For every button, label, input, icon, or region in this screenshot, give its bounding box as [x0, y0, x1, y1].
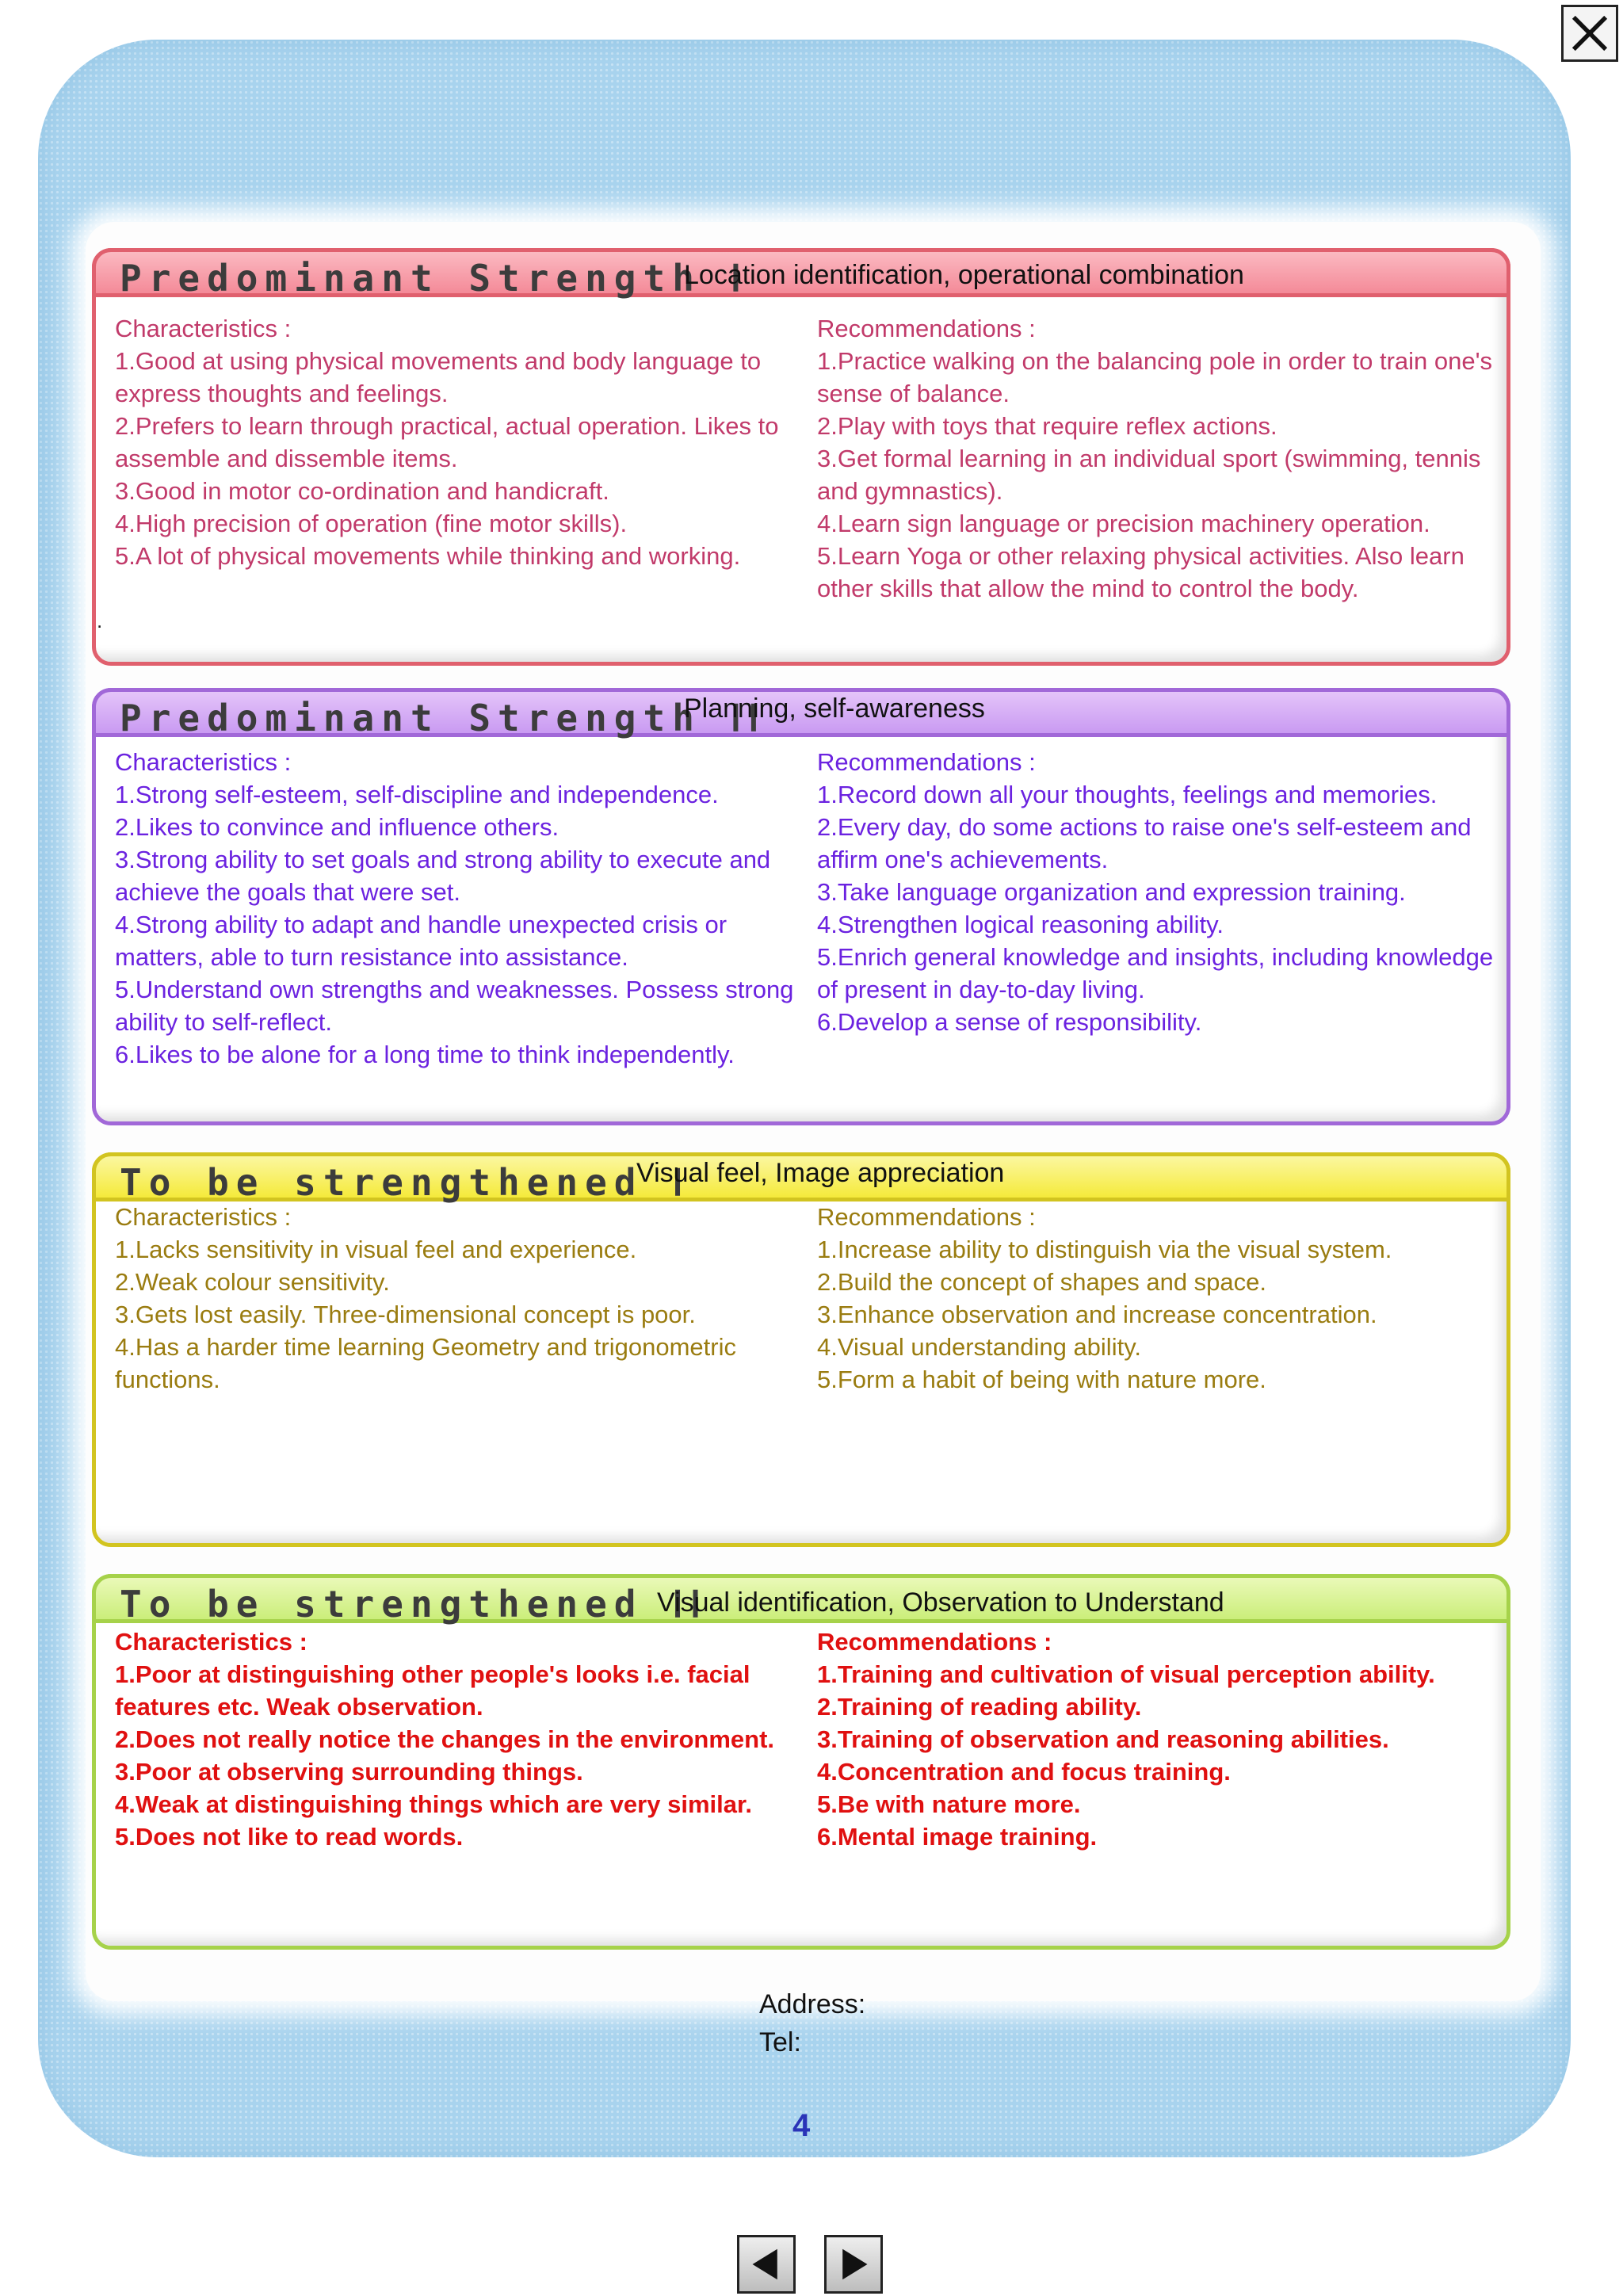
- address-label: Address:: [759, 1989, 866, 2019]
- characteristic-item: 2.Does not really notice the changes in the environment.: [115, 1725, 775, 1753]
- recommendation-item: 6.Mental image training.: [817, 1823, 1098, 1851]
- panel-predominant-strength-1: [92, 248, 1510, 666]
- recommendations-column: [817, 1626, 1507, 1853]
- panel-subtitle: Planning, self-awareness: [684, 693, 985, 724]
- characteristic-item: 6.Likes to be alone for a long time to think independently.: [115, 1041, 735, 1068]
- characteristic-item: 1.Poor at distinguishing other people's looks i.e. facial features etc. Weak observation.: [115, 1660, 750, 1721]
- next-page-button[interactable]: [824, 2235, 883, 2294]
- characteristic-item: 4.Has a harder time learning Geometry and trigonometric functions.: [115, 1333, 736, 1393]
- recommendation-item: 3.Take language organization and expression training.: [817, 878, 1406, 906]
- characteristics-column: [115, 746, 796, 1071]
- recommendation-item: 2.Play with toys that require reflex actions.: [817, 412, 1277, 440]
- recommendation-item: 1.Practice walking on the balancing pole in order to train one's sense of balance.: [817, 347, 1493, 407]
- characteristics-label: Characteristics :: [115, 315, 292, 342]
- recommendations-label: Recommendations :: [817, 315, 1036, 342]
- characteristic-item: 3.Good in motor co-ordination and handicraft.: [115, 477, 609, 505]
- recommendation-item: 2.Every day, do some actions to raise one's self-esteem and affirm one's achievements.: [817, 813, 1472, 873]
- panel-subtitle: Visual feel, Image appreciation: [636, 1158, 1005, 1188]
- panel-title: Predominant Strength ⅠⅠ: [120, 697, 766, 739]
- characteristic-item: 5.Does not like to read words.: [115, 1823, 464, 1851]
- characteristics-column: [115, 312, 796, 572]
- panel-to-be-strengthened-2: [92, 1574, 1510, 1950]
- recommendation-item: 3.Enhance observation and increase concentration.: [817, 1301, 1377, 1328]
- characteristic-item: 2.Likes to convince and influence others.: [115, 813, 559, 841]
- characteristics-column: [115, 1201, 796, 1396]
- close-icon: [1564, 7, 1616, 59]
- next-arrow-icon: [827, 2237, 880, 2291]
- characteristic-item: 4.Strong ability to adapt and handle unexpected crisis or matters, able to turn resistance into assistance.: [115, 911, 727, 971]
- tel-label: Tel:: [759, 2027, 801, 2057]
- recommendation-item: 5.Form a habit of being with nature more.: [817, 1366, 1266, 1393]
- panel-subtitle: Location identification, operational combination: [684, 260, 1244, 290]
- characteristic-item: 1.Lacks sensitivity in visual feel and experience.: [115, 1236, 637, 1263]
- panel-title: To be strengthened ⅠⅠ: [120, 1583, 708, 1626]
- recommendations-label: Recommendations :: [817, 1628, 1052, 1656]
- characteristics-label: Characteristics :: [115, 748, 292, 776]
- recommendation-item: 4.Learn sign language or precision machinery operation.: [817, 510, 1430, 537]
- recommendations-label: Recommendations :: [817, 748, 1036, 776]
- panel-header: [92, 1152, 1510, 1204]
- panel-header: [92, 688, 1510, 737]
- close-button[interactable]: [1561, 5, 1618, 62]
- characteristic-item: 3.Poor at observing surrounding things.: [115, 1758, 583, 1786]
- recommendation-item: 5.Be with nature more.: [817, 1790, 1081, 1818]
- recommendation-item: 4.Concentration and focus training.: [817, 1758, 1231, 1786]
- recommendations-column: [817, 1201, 1507, 1396]
- recommendation-item: 3.Training of observation and reasoning abilities.: [817, 1725, 1389, 1753]
- panel-title: To be strengthened Ⅰ: [120, 1161, 690, 1204]
- characteristic-item: 2.Weak colour sensitivity.: [115, 1268, 390, 1296]
- characteristic-item: 3.Gets lost easily. Three-dimensional concept is poor.: [115, 1301, 696, 1328]
- characteristic-item: 3.Strong ability to set goals and strong ability to execute and achieve the goals that were set.: [115, 846, 771, 906]
- panel-header: [92, 248, 1510, 300]
- panel-subtitle: Visual identification, Observation to Understand: [657, 1587, 1224, 1618]
- recommendation-item: 5.Enrich general knowledge and insights, including knowledge of present in day-to-day living.: [817, 943, 1494, 1003]
- characteristics-label: Characteristics :: [115, 1628, 307, 1656]
- prev-arrow-icon: [739, 2237, 793, 2291]
- characteristic-item: 5.A lot of physical movements while thinking and working.: [115, 542, 741, 570]
- characteristic-item: 4.High precision of operation (fine motor skills).: [115, 510, 628, 537]
- recommendation-item: 4.Strengthen logical reasoning ability.: [817, 911, 1224, 938]
- stray-mark: .: [97, 609, 103, 632]
- recommendation-item: 1.Increase ability to distinguish via the visual system.: [817, 1236, 1392, 1263]
- characteristic-item: 2.Prefers to learn through practical, actual operation. Likes to assemble and dissemble items.: [115, 412, 779, 472]
- panel-predominant-strength-2: [92, 688, 1510, 1125]
- recommendation-item: 3.Get formal learning in an individual sport (swimming, tennis and gymnastics).: [817, 445, 1481, 505]
- characteristic-item: 4.Weak at distinguishing things which are very similar.: [115, 1790, 752, 1818]
- characteristics-column: [115, 1626, 796, 1853]
- recommendation-item: 1.Training and cultivation of visual perception ability.: [817, 1660, 1435, 1688]
- recommendation-item: 1.Record down all your thoughts, feelings and memories.: [817, 781, 1438, 808]
- recommendation-item: 4.Visual understanding ability.: [817, 1333, 1142, 1361]
- recommendation-item: 2.Training of reading ability.: [817, 1693, 1142, 1721]
- recommendations-column: [817, 746, 1507, 1038]
- panel-header: [92, 1574, 1510, 1626]
- recommendations-label: Recommendations :: [817, 1203, 1036, 1231]
- characteristic-item: 1.Strong self-esteem, self-discipline and independence.: [115, 781, 719, 808]
- panel-to-be-strengthened-1: [92, 1152, 1510, 1547]
- recommendation-item: 2.Build the concept of shapes and space.: [817, 1268, 1267, 1296]
- recommendations-column: [817, 312, 1507, 605]
- panel-title: Predominant Strength Ⅰ: [120, 257, 749, 300]
- prev-page-button[interactable]: [737, 2235, 796, 2294]
- page-number: 4: [792, 2108, 811, 2143]
- recommendation-item: 6.Develop a sense of responsibility.: [817, 1008, 1202, 1036]
- characteristic-item: 1.Good at using physical movements and body language to express thoughts and feelings.: [115, 347, 762, 407]
- characteristics-label: Characteristics :: [115, 1203, 292, 1231]
- recommendation-item: 5.Learn Yoga or other relaxing physical activities. Also learn other skills that allow the mind to control the body.: [817, 542, 1465, 602]
- characteristic-item: 5.Understand own strengths and weaknesses. Possess strong ability to self-reflect.: [115, 976, 794, 1036]
